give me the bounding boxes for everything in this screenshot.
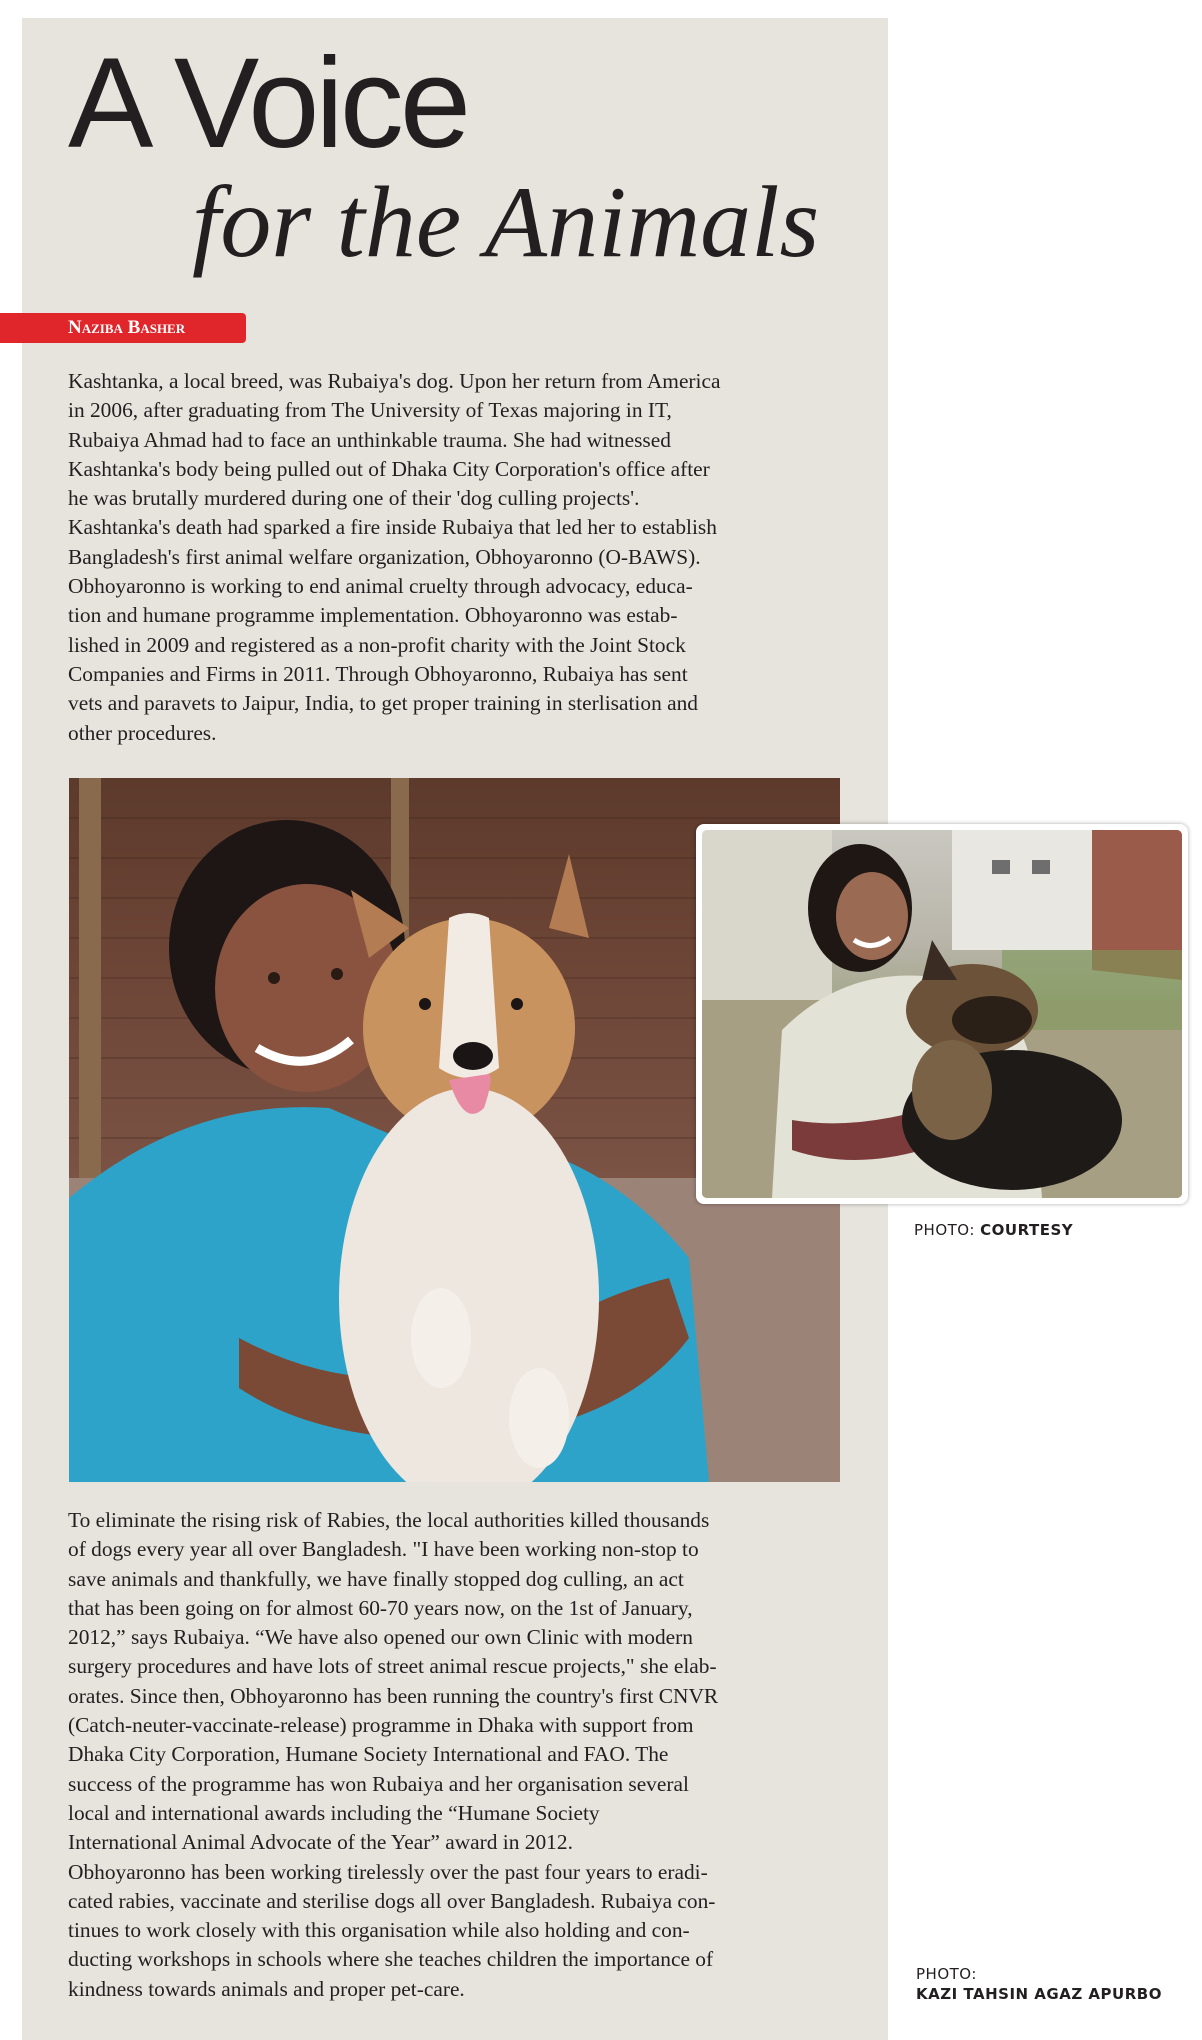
text-line: Obhoyaronno has been working tirelessly over the past four years to eradi- — [68, 1859, 708, 1884]
text-line: surgery procedures and have lots of street animal rescue projects," she elab- — [68, 1654, 717, 1679]
text-line: that has been going on for almost 60-70 years now, on the 1st of January, — [68, 1595, 693, 1620]
woman-with-puppy-illustration — [702, 830, 1182, 1198]
photo-caption-courtesy — [914, 1220, 1073, 1240]
article-subtitle: for the Animals — [192, 166, 820, 279]
text-line: Rubaiya Ahmad had to face an unthinkable trauma. She had witnessed — [68, 427, 671, 452]
text-line: Obhoyaronno is working to end animal cruelty through advocacy, educa- — [68, 574, 693, 599]
text-line: cated rabies, vaccinate and sterilise dogs all over Bangladesh. Rubaiya con- — [68, 1888, 716, 1913]
caption-prefix: PHOTO: — [914, 1221, 981, 1239]
photo-caption-photographer — [916, 1964, 1162, 2004]
text-line: lished in 2009 and registered as a non-profit charity with the Joint Stock — [68, 632, 686, 657]
paragraph-main — [68, 1506, 848, 2004]
text-line: International Animal Advocate of the Year” award in 2012. — [68, 1830, 573, 1855]
text-line: Kashtanka's death had sparked a fire inside Rubaiya that led her to establish — [68, 515, 717, 540]
author-byline: Naziba Basher — [0, 313, 246, 343]
text-line: success of the programme has won Rubaiya and her organisation several — [68, 1771, 689, 1796]
text-line: tinues to work closely with this organisation while also holding and con- — [68, 1918, 690, 1943]
text-line: Kashtanka's body being pulled out of Dhaka City Corporation's office after — [68, 456, 710, 481]
text-line: of dogs every year all over Bangladesh. "I have been working non-stop to — [68, 1537, 699, 1562]
text-line: Dhaka City Corporation, Humane Society International and FAO. The — [68, 1742, 669, 1767]
caption-prefix: PHOTO: — [916, 1965, 977, 1983]
text-line: (Catch-neuter-vaccinate-release) programme in Dhaka with support from — [68, 1713, 694, 1738]
text-line: Kashtanka, a local breed, was Rubaiya's dog. Upon her return from America — [68, 369, 721, 393]
text-line: in 2006, after graduating from The University of Texas majoring in IT, — [68, 398, 672, 423]
text-line: ducting workshops in schools where she teaches children the importance of — [68, 1947, 714, 1972]
text-line: kindness towards animals and proper pet-care. — [68, 1976, 465, 2001]
caption-credit: COURTESY — [980, 1221, 1074, 1239]
inset-photo-image — [702, 830, 1182, 1198]
text-line: save animals and thankfully, we have finally stopped dog culling, an act — [68, 1566, 684, 1591]
article-title: A Voice — [68, 32, 467, 175]
text-line: he was brutally murdered during one of their 'dog culling projects'. — [68, 486, 640, 511]
text-line: other procedures. — [68, 720, 217, 745]
text-line: local and international awards including the “Humane Society — [68, 1800, 600, 1825]
inset-photo — [696, 824, 1188, 1204]
text-line: tion and humane programme implementation. Obhoyaronno was estab- — [68, 603, 678, 628]
text-line: orates. Since then, Obhoyaronno has been running the country's first CNVR — [68, 1683, 719, 1708]
caption-credit: KAZI TAHSIN AGAZ APURBO — [916, 1985, 1162, 2003]
text-line: Bangladesh's first animal welfare organization, Obhoyaronno (O-BAWS). — [68, 544, 701, 569]
text-line: 2012,” says Rubaiya. “We have also opened our own Clinic with modern — [68, 1625, 693, 1650]
text-line: Companies and Firms in 2011. Through Obhoyaronno, Rubaiya has sent — [68, 661, 688, 686]
text-line: vets and paravets to Jaipur, India, to get proper training in sterlisation and — [68, 691, 698, 716]
paragraph-intro — [68, 367, 848, 748]
text-line: To eliminate the rising risk of Rabies, the local authorities killed thousands — [68, 1508, 710, 1532]
